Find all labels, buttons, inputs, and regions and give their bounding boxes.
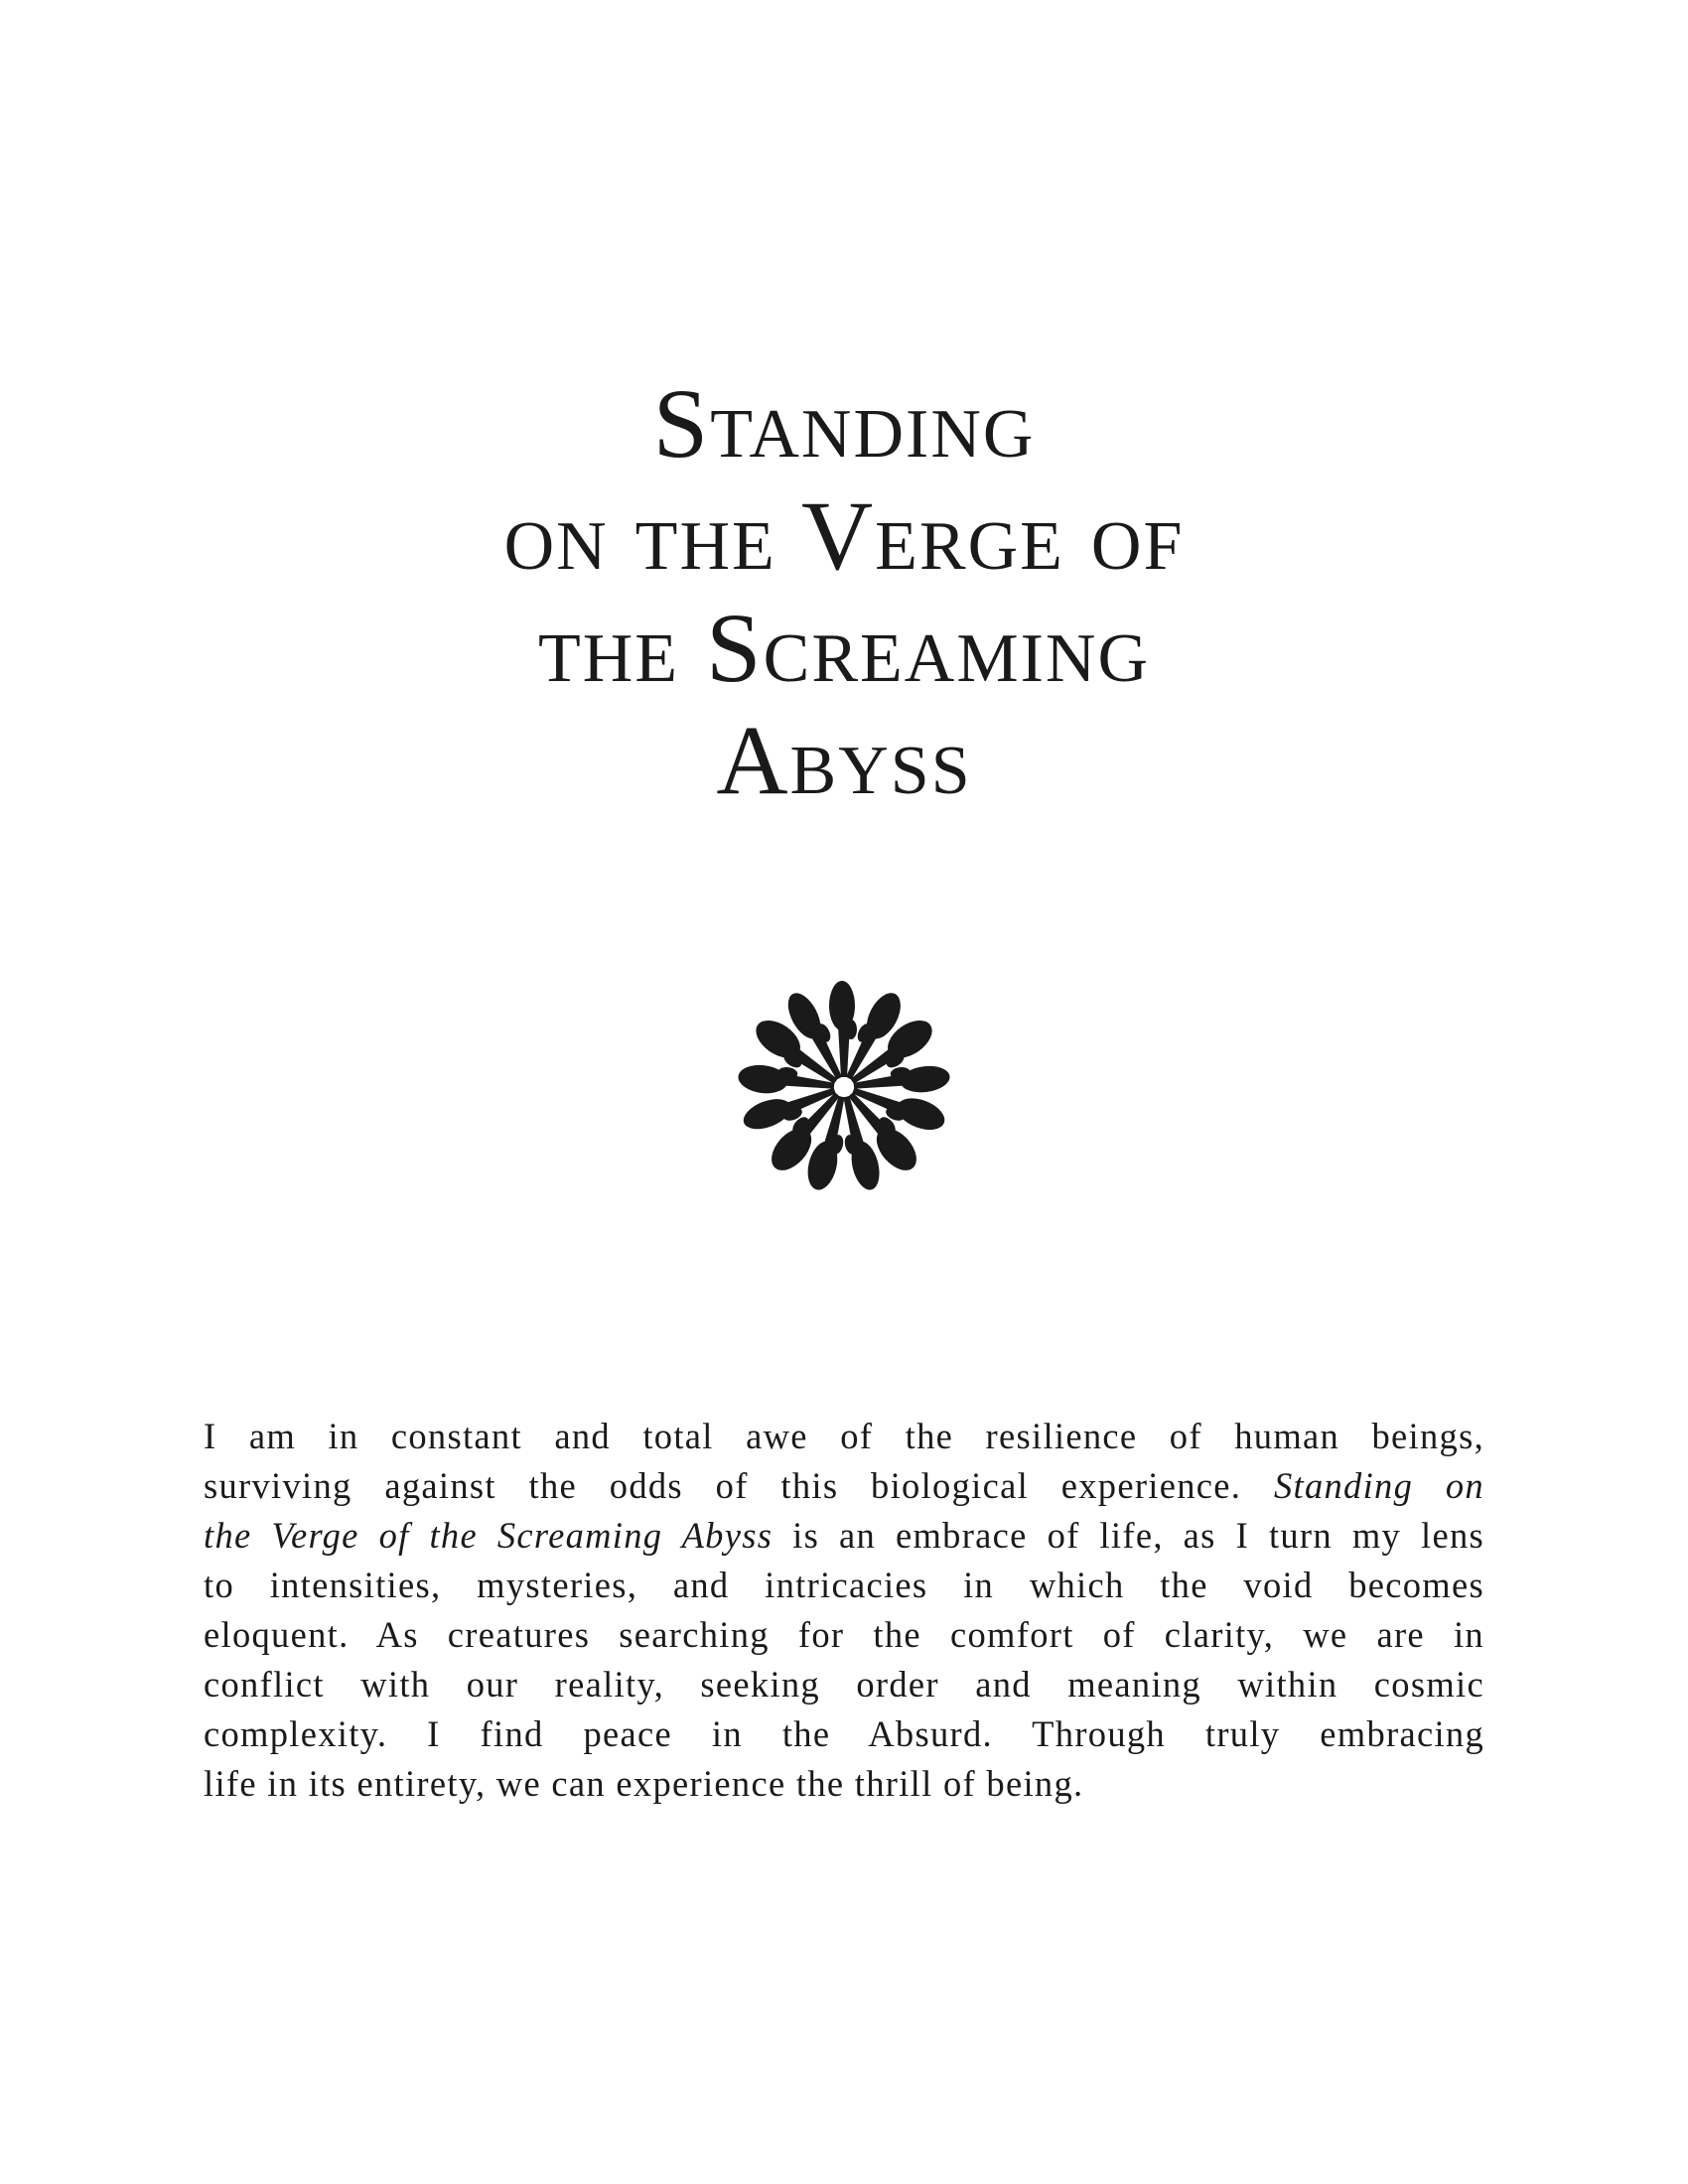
body-text-run: surviving against the odds of this biological experience. [204,1465,1274,1506]
body-text-run: to intensities, mysteries, and intricacies in which the void becomes [204,1565,1484,1605]
body-text-run: eloquent. As creatures searching for the comfort of clarity, we are in [204,1614,1484,1655]
body-text-run: I am in constant and total awe of the resilience of human beings, [204,1416,1484,1456]
body-text-run: complexity. I find peace in the Absurd. Through truly embracing [204,1713,1484,1754]
body-text-run-italic: the Verge of the Screaming Abyss [204,1515,774,1556]
body-line [204,1610,1484,1660]
page-title [0,367,1688,816]
flower-ornament-icon [730,973,958,1201]
title-line: on the Verge of [503,480,1185,591]
body-text-run: is an embrace of life, as I turn my lens [773,1515,1485,1556]
body-text-run: conflict with our reality, seeking order and meaning within cosmic [204,1664,1484,1705]
title-line: the Screaming [537,593,1151,703]
body-line [204,1461,1484,1511]
body-line [204,1412,1484,1461]
body-paragraph [204,1412,1484,1809]
ornament-center [837,1080,851,1094]
body-line [204,1561,1484,1610]
body-line [204,1511,1484,1561]
body-line [204,1660,1484,1709]
body-text-run: life in its entirety, we can experience the thrill of being. [204,1763,1084,1804]
body-line [204,1759,1484,1809]
body-text-run-italic: Standing on [1273,1465,1484,1506]
body-line [204,1709,1484,1759]
title-line: Standing [652,368,1036,478]
title-line: Abyss [716,705,972,815]
